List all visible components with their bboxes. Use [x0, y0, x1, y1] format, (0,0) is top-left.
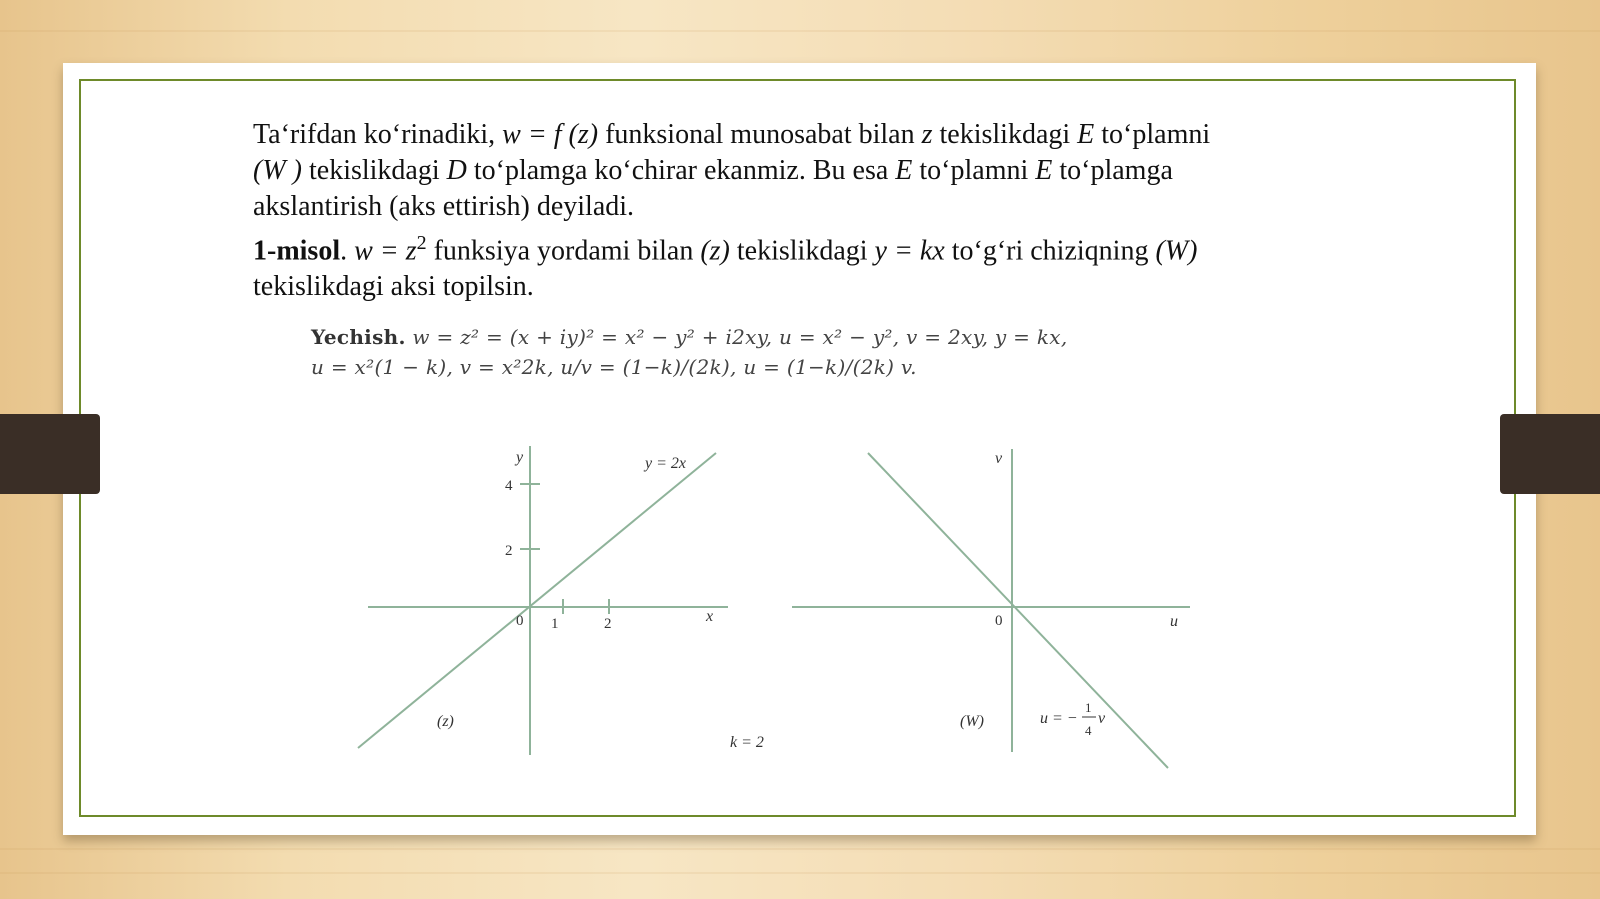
w-plane-label: (W) [960, 713, 984, 730]
z-tick-label-x1: 1 [551, 616, 559, 632]
definition-paragraph: Ta‘rifdan ko‘rinadiki, w = f (z) funksional munosabat bilan z tekislikdagi E to‘plamni (W ) tekislikdagi D to‘plamga ko‘chirar ekanmiz. Bu esa E to‘plamni E to‘plamga akslantirish (aks ettirish) deyiladi. [253, 119, 1211, 222]
w-origin-label: 0 [995, 613, 1003, 629]
example-paragraph: 1-misol. $w = z^2$ funksiya yordami bilan (z) tekislikdagi y = kx to‘g‘ri chiziqning (W) tekislikdagi aksi topilsin. [253, 232, 1198, 303]
solution-label: Yechish. [311, 325, 406, 349]
z-tick-label-4: 4 [505, 478, 513, 494]
z-origin-label: 0 [516, 613, 524, 629]
solution-line-2: u = x²(1 − k), v = x²2k, u/v = (1−k)/(2k), u = (1−k)/(2k) v. [311, 355, 917, 379]
solution-line-1: Yechish. w = z² = (x + iy)² = x² − y² + i2xy, u = x² − y², v = 2xy, y = kx, [311, 325, 1068, 349]
w-v-axis-label: v [995, 450, 1003, 467]
w-line-label-v: v [1098, 710, 1106, 727]
z-line-label: y = 2x [645, 455, 686, 472]
example-label: 1-misol [253, 235, 341, 267]
w-line-label-u: u = − [1040, 710, 1078, 727]
w-u-axis-label: u [1170, 613, 1178, 630]
w-frac-den: 4 [1085, 723, 1092, 738]
k-label: k = 2 [730, 734, 764, 751]
z-line-y-2x [358, 453, 716, 748]
z-tick-label-x2: 2 [604, 616, 612, 632]
z-x-axis-label: x [706, 608, 714, 625]
z-plane-label: (z) [437, 713, 454, 730]
z-tick-label-2: 2 [505, 543, 513, 559]
w-line-image [868, 453, 1168, 768]
z-y-axis-label: y [516, 449, 524, 466]
w-frac-num: 1 [1085, 700, 1092, 715]
